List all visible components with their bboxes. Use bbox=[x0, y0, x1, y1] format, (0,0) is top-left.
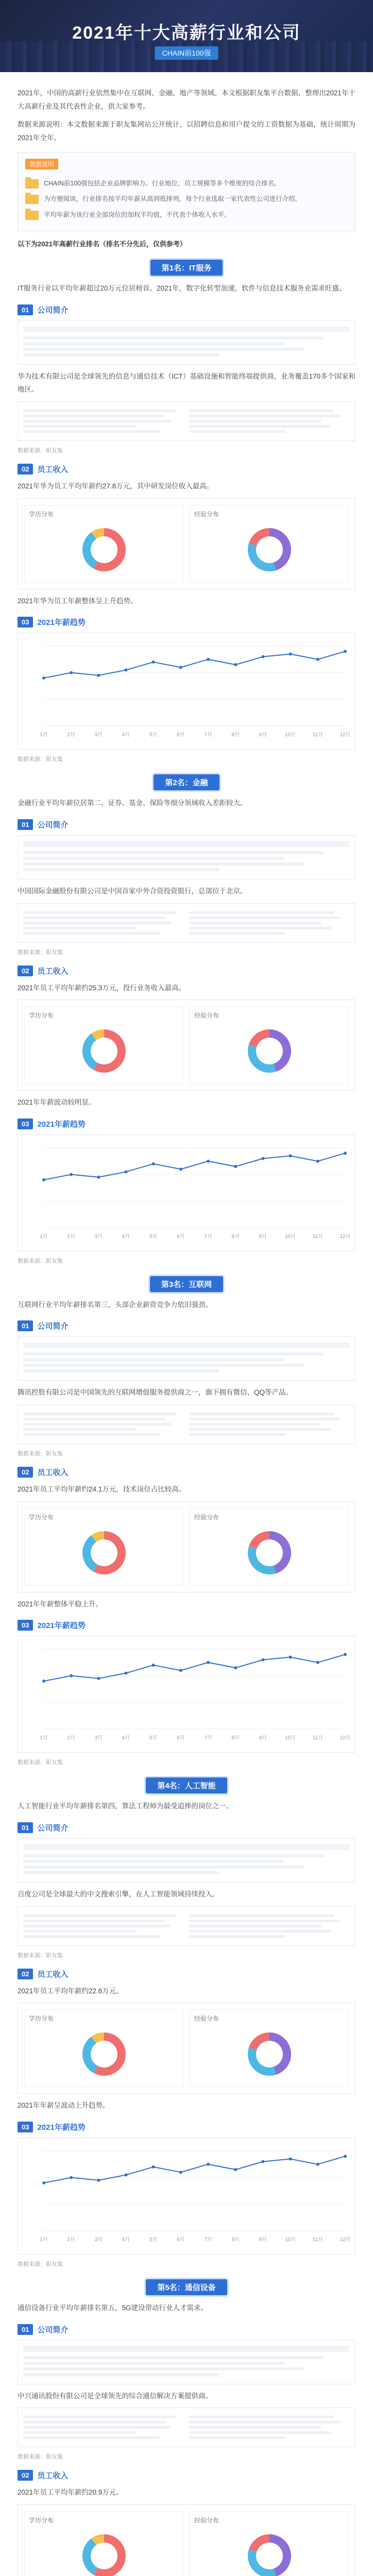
donut-chart-experience bbox=[231, 2026, 308, 2082]
subheading-number: 02 bbox=[18, 464, 33, 474]
donut-chart-experience bbox=[231, 1524, 308, 1581]
section-pill-wrap bbox=[18, 1276, 355, 1292]
salary-trend-chart bbox=[18, 2138, 355, 2255]
series-point bbox=[97, 674, 100, 677]
donut-title: 学历分布 bbox=[29, 1012, 54, 1020]
section-intro: 通信设备行业平均年薪排名第五，5G建设带动行业人才需求。 bbox=[18, 2303, 208, 2312]
x-tick-label: 9月 bbox=[259, 2236, 267, 2243]
donut-card-right bbox=[190, 1006, 349, 1084]
series-point bbox=[344, 650, 347, 653]
series-point bbox=[344, 2155, 347, 2158]
distribution-charts bbox=[18, 2504, 355, 2576]
x-tick-label: 1月 bbox=[40, 1735, 48, 1741]
series-point bbox=[316, 2163, 319, 2166]
series-point bbox=[344, 1653, 347, 1656]
x-tick-label: 4月 bbox=[122, 732, 130, 738]
donut-slice bbox=[249, 2032, 269, 2050]
distribution-charts bbox=[18, 999, 355, 1091]
x-tick-label: 11月 bbox=[312, 1233, 324, 1240]
series-point bbox=[152, 2165, 155, 2168]
company-screenshot-placeholder bbox=[18, 1336, 355, 1381]
x-tick-label: 4月 bbox=[122, 2236, 130, 2243]
donut-slice bbox=[248, 1044, 276, 1073]
subheading-label: 员工收入 bbox=[37, 2471, 69, 2481]
section-intro: 金融行业平均年薪位居第二，证券、基金、保险等细分领域收入差距较大。 bbox=[18, 799, 247, 807]
subheading-number: 01 bbox=[18, 304, 33, 315]
ranking-sections bbox=[18, 260, 355, 2576]
x-tick-label: 10月 bbox=[285, 1735, 296, 1741]
x-tick-label: 3月 bbox=[94, 2236, 103, 2243]
series-point bbox=[316, 658, 319, 661]
subheading-company bbox=[18, 819, 355, 830]
income-paragraph: 2021年员工平均年薪约24.1万元，技术岗位占比较高。 bbox=[18, 1485, 186, 1494]
subheading-number: 03 bbox=[18, 1118, 33, 1129]
donut-title: 学历分布 bbox=[29, 2015, 54, 2023]
x-tick-label: 12月 bbox=[340, 2236, 351, 2243]
tips-item bbox=[25, 209, 348, 221]
company-description: 中国国际金融股份有限公司是中国首家中外合资投资银行，总部位于北京。 bbox=[18, 887, 247, 895]
subheading-number: 02 bbox=[18, 1969, 33, 1979]
trend-paragraph: 2021年年薪整体平稳上升。 bbox=[18, 1600, 103, 1608]
company-document-placeholder bbox=[18, 2408, 355, 2447]
donut-slice bbox=[248, 1546, 276, 1574]
donut-title: 经验分布 bbox=[194, 1012, 219, 1020]
section-rank-pill: 第5名：通信设备 bbox=[146, 2279, 227, 2295]
x-tick-label: 3月 bbox=[94, 1735, 103, 1741]
series-point bbox=[125, 1672, 128, 1675]
series-line bbox=[44, 1655, 345, 1682]
donut-slice bbox=[248, 2549, 276, 2576]
donut-chart-education bbox=[65, 2528, 143, 2576]
x-tick-label: 5月 bbox=[149, 1735, 158, 1741]
donut-card-left bbox=[24, 1508, 183, 1586]
source-caption: 数据来源：职友集 bbox=[18, 2454, 63, 2461]
series-point bbox=[70, 1173, 73, 1176]
series-line bbox=[44, 1153, 345, 1180]
donut-card-right bbox=[190, 1508, 349, 1586]
donut-card-left bbox=[24, 2009, 183, 2087]
series-line bbox=[44, 2156, 345, 2183]
subheading-number: 02 bbox=[18, 2470, 33, 2481]
x-tick-label: 8月 bbox=[231, 2236, 240, 2243]
donut-slice bbox=[248, 2047, 276, 2076]
tips-item-text: 为方便阅读，行业排名按平均年薪从高到低排列，每个行业选取一家代表性公司进行介绍。 bbox=[44, 195, 302, 203]
x-tick-label: 8月 bbox=[231, 1233, 240, 1240]
x-tick-label: 1月 bbox=[40, 2236, 48, 2243]
series-point bbox=[179, 666, 182, 669]
company-document-placeholder bbox=[18, 903, 355, 943]
subheading-number: 01 bbox=[18, 2324, 33, 2335]
company-description: 百度公司是全球最大的中文搜索引擎，在人工智能领域持续投入。 bbox=[18, 1890, 219, 1899]
section-intro: IT服务行业以平均年薪超过20万元位居榜首。2021年，数字化转型加速，软件与信息技术服务业需求旺盛。 bbox=[18, 284, 346, 293]
series-point bbox=[42, 676, 45, 680]
x-tick-label: 3月 bbox=[94, 732, 103, 738]
x-tick-label: 2月 bbox=[67, 2236, 75, 2243]
donut-title: 学历分布 bbox=[29, 1513, 54, 1521]
source-caption: 数据来源：职友集 bbox=[18, 756, 63, 763]
series-point bbox=[207, 1160, 210, 1163]
distribution-charts bbox=[18, 1501, 355, 1592]
series-point bbox=[234, 2168, 237, 2171]
distribution-charts bbox=[18, 2003, 355, 2094]
subheading-trend bbox=[18, 1118, 355, 1129]
series-point bbox=[97, 1176, 100, 1179]
section-rank-pill: 第3名：互联网 bbox=[150, 1276, 223, 1292]
series-point bbox=[289, 1154, 292, 1157]
donut-slice bbox=[249, 528, 269, 546]
company-description: 华为技术有限公司是全球领先的信息与通信技术（ICT）基础设施和智能终端提供商，业务覆盖170多个国家和地区。 bbox=[18, 372, 355, 394]
article-body bbox=[0, 72, 373, 2576]
x-tick-label: 4月 bbox=[122, 1735, 130, 1741]
series-point bbox=[207, 2163, 210, 2166]
series-point bbox=[261, 2160, 264, 2163]
tips-item-text: 平均年薪为该行业全部岗位的加权平均值，不代表个体收入水平。 bbox=[44, 211, 231, 218]
tips-item bbox=[25, 193, 348, 205]
donut-title: 经验分布 bbox=[194, 1513, 219, 1521]
series-point bbox=[261, 1157, 264, 1160]
x-tick-label: 7月 bbox=[204, 1735, 212, 1741]
x-tick-label: 2月 bbox=[67, 732, 75, 738]
series-point bbox=[261, 1658, 264, 1662]
ranking-section bbox=[18, 1276, 355, 1767]
section-pill-wrap bbox=[18, 260, 355, 276]
x-tick-label: 6月 bbox=[177, 1233, 185, 1240]
donut-chart-education bbox=[65, 1524, 143, 1581]
section-intro: 人工智能行业平均年薪排名第四，算法工程师为最受追捧的岗位之一。 bbox=[18, 1802, 233, 1810]
series-point bbox=[97, 2179, 100, 2182]
donut-card-left bbox=[24, 1006, 183, 1084]
income-paragraph: 2021年华为员工平均年薪约27.8万元，其中研发岗位收入最高。 bbox=[18, 482, 214, 490]
x-tick-label: 6月 bbox=[177, 732, 185, 738]
salary-trend-chart bbox=[18, 633, 355, 750]
banner-subtitle: CHAIN前100强 bbox=[155, 46, 218, 60]
folder-icon bbox=[25, 179, 39, 189]
x-tick-label: 9月 bbox=[259, 732, 267, 738]
series-point bbox=[289, 2157, 292, 2160]
trend-paragraph: 2021年华为员工年薪整体呈上升趋势。 bbox=[18, 597, 138, 605]
x-tick-label: 1月 bbox=[40, 1233, 48, 1240]
donut-card-right bbox=[190, 2511, 349, 2576]
donut-chart-experience bbox=[231, 1023, 308, 1079]
subheading-trend bbox=[18, 2122, 355, 2132]
donut-title: 学历分布 bbox=[29, 2516, 54, 2524]
x-tick-label: 10月 bbox=[285, 1233, 296, 1240]
x-tick-label: 7月 bbox=[204, 2236, 212, 2243]
series-point bbox=[125, 2173, 128, 2176]
donut-slice bbox=[248, 543, 276, 571]
series-point bbox=[234, 1165, 237, 1168]
x-tick-label: 7月 bbox=[204, 1233, 212, 1240]
series-point bbox=[344, 1151, 347, 1155]
subheading-number: 03 bbox=[18, 2122, 33, 2132]
donut-chart-experience bbox=[231, 2528, 308, 2576]
source-caption: 数据来源：职友集 bbox=[18, 949, 63, 956]
x-tick-label: 6月 bbox=[177, 1735, 185, 1741]
intro-paragraph-1: 2021年，中国的高薪行业依然集中在互联网、金融、地产等领域。本文根据职友集平台数据，整理出2021年十大高薪行业及其代表性企业，供大家参考。 bbox=[18, 89, 355, 110]
ranking-section bbox=[18, 260, 355, 763]
x-tick-label: 1月 bbox=[40, 732, 48, 738]
section-pill-wrap bbox=[18, 774, 355, 790]
x-tick-label: 12月 bbox=[340, 1233, 351, 1240]
subheading-number: 02 bbox=[18, 965, 33, 976]
series-point bbox=[42, 1680, 45, 1683]
intro-paragraph-2: 数据来源说明：本文数据来源于职友集网站公开统计，以招聘信息和用户提交的工资数据为基础，统计周期为2021年全年。 bbox=[18, 121, 355, 142]
subheading-trend bbox=[18, 1620, 355, 1631]
subheading-label: 公司简介 bbox=[37, 820, 69, 829]
subheading-number: 02 bbox=[18, 1467, 33, 1478]
source-caption: 数据来源：职友集 bbox=[18, 447, 63, 454]
series-point bbox=[289, 1656, 292, 1659]
x-tick-label: 10月 bbox=[285, 2236, 296, 2243]
series-point bbox=[97, 1677, 100, 1680]
subheading-company bbox=[18, 1822, 355, 1833]
trend-paragraph: 2021年年薪呈波动上升趋势。 bbox=[18, 2102, 110, 2110]
donut-title: 经验分布 bbox=[194, 2015, 219, 2023]
x-tick-label: 11月 bbox=[312, 2236, 324, 2243]
subheading-number: 01 bbox=[18, 819, 33, 830]
income-paragraph: 2021年员工平均年薪约25.3万元，投行业务收入最高。 bbox=[18, 984, 186, 992]
section-pill-wrap bbox=[18, 2279, 355, 2295]
series-point bbox=[179, 1167, 182, 1171]
x-tick-label: 5月 bbox=[149, 1233, 158, 1240]
subheading-number: 03 bbox=[18, 1620, 33, 1631]
subheading-income bbox=[18, 1467, 355, 1478]
subheading-label: 公司简介 bbox=[37, 2325, 69, 2334]
subheading-company bbox=[18, 304, 355, 315]
series-point bbox=[207, 1661, 210, 1664]
company-description: 腾讯控股有限公司是中国领先的互联网增值服务提供商之一，旗下拥有微信、QQ等产品。 bbox=[18, 1388, 293, 1397]
series-point bbox=[152, 1162, 155, 1165]
x-tick-label: 11月 bbox=[312, 1735, 324, 1741]
donut-slice bbox=[249, 2534, 269, 2552]
series-point bbox=[207, 658, 210, 661]
subheading-label: 员工收入 bbox=[37, 1468, 69, 1478]
tips-item bbox=[25, 178, 348, 190]
ranking-section bbox=[18, 2279, 355, 2576]
series-point bbox=[70, 2176, 73, 2179]
donut-title: 经验分布 bbox=[194, 2516, 219, 2524]
ranking-section bbox=[18, 774, 355, 1265]
series-point bbox=[261, 655, 264, 658]
section-rank-pill: 第1名：IT服务 bbox=[150, 260, 223, 276]
donut-title: 学历分布 bbox=[29, 510, 54, 518]
series-point bbox=[179, 1669, 182, 1672]
folder-icon bbox=[25, 211, 39, 220]
income-paragraph: 2021年员工平均年薪约22.6万元。 bbox=[18, 1987, 123, 1995]
x-tick-label: 2月 bbox=[67, 1735, 75, 1741]
distribution-charts bbox=[18, 498, 355, 589]
source-caption: 数据来源：职友集 bbox=[18, 1258, 63, 1264]
subheading-label: 2021年薪趋势 bbox=[37, 1120, 86, 1129]
x-tick-label: 9月 bbox=[259, 1233, 267, 1240]
series-point bbox=[42, 1178, 45, 1181]
series-point bbox=[42, 2181, 45, 2184]
series-point bbox=[152, 1664, 155, 1667]
x-tick-label: 7月 bbox=[204, 732, 212, 738]
series-point bbox=[234, 1667, 237, 1670]
ranking-note: 以下为2021年高薪行业排名（排名不分先后，仅供参考） bbox=[18, 240, 186, 248]
subheading-label: 2021年薪趋势 bbox=[37, 618, 86, 628]
source-caption: 数据来源：职友集 bbox=[18, 1759, 63, 1766]
source-caption: 数据来源：职友集 bbox=[18, 1952, 63, 1959]
x-tick-label: 8月 bbox=[231, 732, 240, 738]
series-point bbox=[125, 1170, 128, 1173]
x-tick-label: 3月 bbox=[94, 1233, 103, 1240]
x-tick-label: 11月 bbox=[312, 732, 324, 738]
subheading-income bbox=[18, 965, 355, 976]
donut-slice bbox=[249, 1531, 269, 1549]
subheading-label: 公司简介 bbox=[37, 306, 69, 315]
x-tick-label: 9月 bbox=[259, 1735, 267, 1741]
x-tick-label: 5月 bbox=[149, 732, 158, 738]
subheading-company bbox=[18, 1320, 355, 1331]
donut-card-left bbox=[24, 505, 183, 583]
company-description: 中兴通讯股份有限公司是全球领先的综合通信解决方案提供商。 bbox=[18, 2392, 212, 2400]
x-tick-label: 2月 bbox=[67, 1233, 75, 1240]
subheading-label: 2021年薪趋势 bbox=[37, 1621, 86, 1631]
tips-box bbox=[18, 152, 355, 232]
series-point bbox=[234, 663, 237, 666]
donut-card-right bbox=[190, 2009, 349, 2087]
subheading-income bbox=[18, 464, 355, 474]
subheading-trend bbox=[18, 617, 355, 628]
series-point bbox=[70, 1674, 73, 1677]
subheading-number: 01 bbox=[18, 1822, 33, 1833]
x-tick-label: 4月 bbox=[122, 1233, 130, 1240]
x-tick-label: 8月 bbox=[231, 1735, 240, 1741]
section-pill-wrap bbox=[18, 1777, 355, 1793]
salary-line-chart bbox=[23, 1641, 353, 1744]
x-tick-label: 6月 bbox=[177, 2236, 185, 2243]
donut-chart-education bbox=[65, 521, 143, 578]
company-screenshot-placeholder bbox=[18, 1838, 355, 1883]
series-point bbox=[152, 660, 155, 664]
source-caption: 数据来源：职友集 bbox=[18, 2261, 63, 2267]
tips-tag: 数据说明 bbox=[25, 159, 58, 170]
article-banner bbox=[0, 0, 373, 72]
tips-item-text: CHAIN前100强包括企业品牌影响力、行业地位、员工规模等多个维度的综合排名。 bbox=[44, 179, 281, 187]
x-tick-label: 5月 bbox=[149, 2236, 158, 2243]
series-point bbox=[289, 653, 292, 656]
salary-line-chart bbox=[23, 638, 353, 741]
salary-trend-chart bbox=[18, 1636, 355, 1753]
donut-chart-experience bbox=[231, 521, 308, 578]
subheading-number: 01 bbox=[18, 1320, 33, 1331]
subheading-label: 公司简介 bbox=[37, 1824, 69, 1833]
donut-chart-education bbox=[65, 1023, 143, 1079]
subheading-number: 03 bbox=[18, 617, 33, 628]
donut-title: 经验分布 bbox=[194, 510, 219, 518]
section-rank-pill: 第4名：人工智能 bbox=[146, 1777, 227, 1793]
income-paragraph: 2021年员工平均年薪约20.9万元。 bbox=[18, 2488, 123, 2497]
series-line bbox=[44, 652, 345, 679]
x-tick-label: 10月 bbox=[285, 732, 296, 738]
series-point bbox=[316, 1160, 319, 1163]
subheading-label: 员工收入 bbox=[37, 1970, 69, 1979]
donut-card-left bbox=[24, 2511, 183, 2576]
subheading-label: 2021年薪趋势 bbox=[37, 2123, 86, 2132]
article-title: 2021年十大高薪行业和公司 bbox=[72, 23, 301, 43]
ranking-section bbox=[18, 1777, 355, 2268]
company-screenshot-placeholder bbox=[18, 2340, 355, 2384]
series-point bbox=[179, 2171, 182, 2174]
company-screenshot-placeholder bbox=[18, 320, 355, 365]
x-tick-label: 12月 bbox=[340, 1735, 351, 1741]
subheading-label: 员工收入 bbox=[37, 967, 69, 976]
x-tick-label: 12月 bbox=[340, 732, 351, 738]
salary-trend-chart bbox=[18, 1134, 355, 1251]
folder-icon bbox=[25, 195, 39, 204]
company-document-placeholder bbox=[18, 1906, 355, 1946]
source-caption: 数据来源：职友集 bbox=[18, 1451, 63, 1458]
subheading-label: 公司简介 bbox=[37, 1322, 69, 1331]
series-point bbox=[125, 669, 128, 672]
donut-chart-education bbox=[65, 2026, 143, 2082]
subheading-income bbox=[18, 1969, 355, 1979]
donut-slice bbox=[249, 1029, 269, 1047]
subheading-company bbox=[18, 2324, 355, 2335]
company-screenshot-placeholder bbox=[18, 835, 355, 879]
subheading-label: 员工收入 bbox=[37, 465, 69, 474]
section-rank-pill: 第2名：金融 bbox=[154, 774, 219, 790]
section-intro: 互联网行业平均年薪排名第三，头部企业薪资竞争力依旧强劲。 bbox=[18, 1300, 212, 1309]
donut-card-right bbox=[190, 505, 349, 583]
company-document-placeholder bbox=[18, 401, 355, 441]
company-document-placeholder bbox=[18, 1404, 355, 1444]
subheading-income bbox=[18, 2470, 355, 2481]
series-point bbox=[70, 671, 73, 674]
salary-line-chart bbox=[23, 2143, 353, 2246]
salary-line-chart bbox=[23, 1140, 353, 1243]
trend-paragraph: 2021年年薪波动较明显。 bbox=[18, 1098, 96, 1107]
series-point bbox=[316, 1661, 319, 1664]
